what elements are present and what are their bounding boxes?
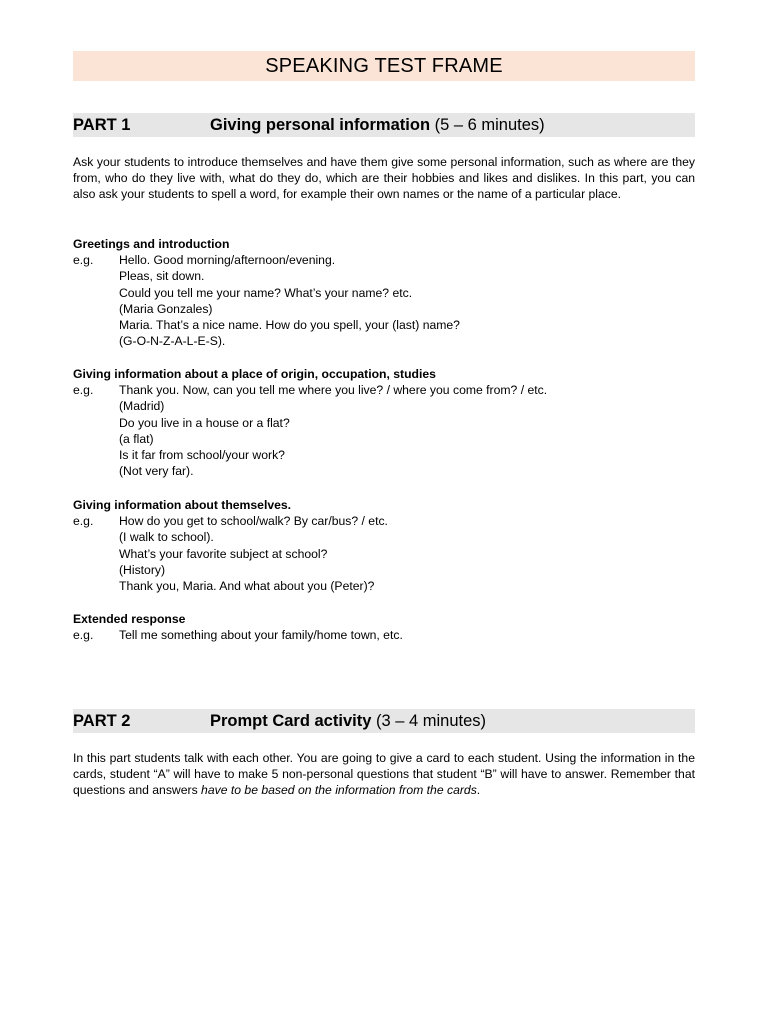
section-themselves (73, 497, 695, 594)
eg-label: e.g. (73, 383, 94, 398)
list-item (73, 463, 695, 479)
list-item (73, 317, 695, 333)
list-item (73, 562, 695, 578)
section-origin (73, 366, 695, 479)
line-text: (History) (119, 562, 166, 577)
part1-label: PART 1 (73, 115, 131, 134)
list-item (73, 285, 695, 301)
list-item (73, 529, 695, 545)
eg-label: e.g. (73, 628, 94, 643)
part2-title (210, 712, 486, 731)
line-text: (Maria Gonzales) (119, 301, 213, 316)
line-text: Hello. Good morning/afternoon/evening. (119, 253, 336, 268)
part2-title-text: Prompt Card activity (210, 711, 372, 730)
part1-title-text: Giving personal information (210, 115, 431, 134)
part1-duration: (5 – 6 minutes) (434, 115, 545, 134)
part1-intro: Ask your students to introduce themselves and have them give some personal information, such as where are they from, who do they live with, what do they do, which are their hobbies and likes and dislikes. In this part, you can also ask your students to spell a word, for example their own names or the name of a particular place. (73, 155, 695, 202)
list-item (73, 578, 695, 594)
section-heading: Greetings and introduction (73, 237, 230, 251)
section-heading: Giving information about a place of origin, occupation, studies (73, 367, 436, 381)
part2-intro (73, 750, 695, 799)
part1-title (210, 116, 545, 135)
line-text: (a flat) (119, 431, 154, 446)
line-text: Thank you. Now, can you tell me where you live? / where you come from? / etc. (119, 383, 548, 398)
line-text: (G-O-N-Z-A-L-E-S). (119, 334, 226, 349)
list-item (73, 431, 695, 447)
list-item (73, 627, 695, 643)
list-item (73, 382, 695, 398)
part2-header (73, 709, 695, 733)
section-extended-response (73, 611, 695, 643)
part1-header (73, 113, 695, 137)
line-text: Tell me something about your family/home town, etc. (119, 628, 403, 643)
list-item (73, 513, 695, 529)
list-item (73, 268, 695, 284)
part2-label: PART 2 (73, 711, 131, 730)
line-text: How do you get to school/walk? By car/bus? / etc. (119, 514, 388, 529)
list-item (73, 301, 695, 317)
part2-intro-italic: have to be based on the information from the cards (201, 783, 477, 798)
eg-label: e.g. (73, 253, 94, 268)
eg-label: e.g. (73, 514, 94, 529)
section-heading: Giving information about themselves. (73, 498, 292, 512)
list-item (73, 447, 695, 463)
list-item (73, 546, 695, 562)
list-item (73, 398, 695, 414)
part2-duration: (3 – 4 minutes) (375, 711, 487, 730)
line-text: Pleas, sit down. (119, 269, 205, 284)
line-text: Maria. That’s a nice name. How do you spell, your (last) name? (119, 318, 460, 333)
line-text: Could you tell me your name? What’s your name? etc. (119, 285, 413, 300)
line-text: Thank you, Maria. And what about you (Peter)? (119, 579, 375, 594)
list-item (73, 333, 695, 349)
part2-intro-end: . (476, 783, 481, 798)
line-text: Is it far from school/your work? (119, 448, 285, 463)
section-greetings (73, 236, 695, 349)
list-item (73, 252, 695, 268)
line-text: (Madrid) (119, 399, 165, 414)
page-title: SPEAKING TEST FRAME (265, 54, 503, 77)
part2-intro-plain: In this part students talk with each other. You are going to give a card to each student. Using the information in the cards, student “A” will have to make 5 non-personal questions that student “B” will have to answer. Remember that questions and answers (73, 751, 695, 798)
line-text: Do you live in a house or a flat? (119, 415, 290, 430)
line-text: (Not very far). (119, 464, 194, 479)
section-heading: Extended response (73, 612, 186, 626)
title-banner (73, 51, 695, 81)
line-text: What’s your favorite subject at school? (119, 546, 328, 561)
line-text: (I walk to school). (119, 530, 214, 545)
list-item (73, 415, 695, 431)
